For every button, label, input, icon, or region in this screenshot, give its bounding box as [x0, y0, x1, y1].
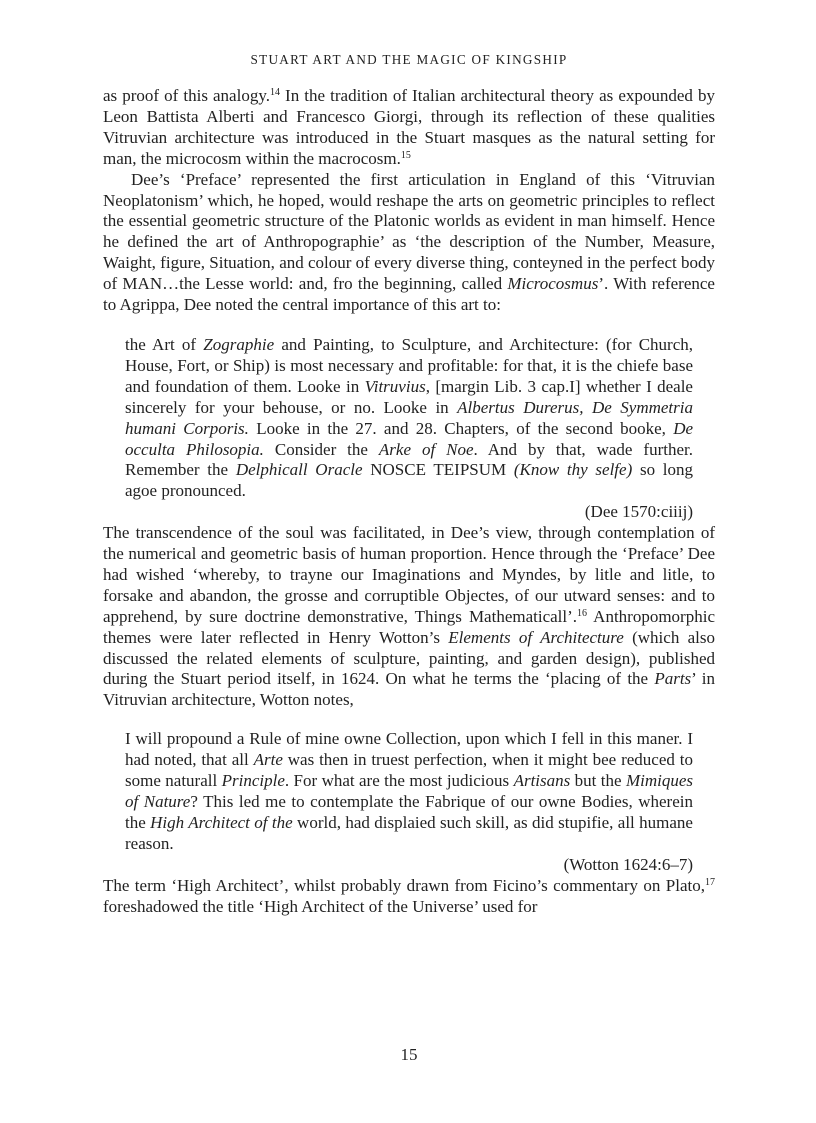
italic-term: Arke of Noe: [378, 439, 474, 459]
text-run: Consider the: [263, 439, 379, 459]
italic-term: Microcosmus: [507, 274, 599, 294]
text-run: Looke in the 27. and 28. Chapters, of the second booke,: [248, 418, 674, 438]
text-run: ’ in Vitruvian architecture, Wotton notes,: [103, 669, 716, 710]
italic-term: Vitruvius: [364, 376, 426, 396]
body-text: [103, 86, 715, 917]
text-run: and Painting, to Sculpture, and Architecture: (for Church, House, Fort, or Ship) is most necessary and profitable: for that, it is the chiefe base and foundation of them. Looke in: [125, 334, 693, 396]
footnote-ref-17[interactable]: 17: [705, 876, 715, 888]
text-run: ? This led me to contemplate the Fabrique of our owne Bodies, wherein the: [125, 792, 693, 832]
paragraph-1: [103, 86, 715, 170]
italic-term: Albertus Durerus, De Symmetria humani Corporis.: [125, 397, 693, 438]
italic-term: Mimiques of Nature: [125, 771, 694, 811]
text-run: as proof of this analogy.: [103, 86, 270, 105]
italic-term: Principle: [221, 771, 285, 791]
text-run: In the tradition of Italian architectural theory as expounded by Leon Battista Alberti and Francesco Giorgi, through its reflection of these qualities Vitruvian architecture was introduced in the Stuart masques as the natural setting for man, the microcosm within the macrocosm.: [103, 86, 715, 168]
paragraph-4: [103, 876, 715, 918]
text-run: The transcendence of the soul was facilitated, in Dee’s view, through contemplation of the numerical and geometric basis of human proportion. Hence through the ‘Preface’ Dee had wished ‘whereby, to trayne our Imaginations and Myndes, by litle and litle, to forsake and abandon, the grosse and corruptible Objectes, of our utward senses: and to apprehend, by sure doctrine demonstrative, Things Mathematicall’.: [103, 523, 715, 626]
text-run: . And by that, wade further. Remember the: [125, 439, 693, 480]
italic-term: Delphicall Oracle: [235, 460, 363, 480]
block-quote-wotton: [125, 729, 693, 875]
italic-term: Elements of Architecture: [448, 627, 624, 647]
text-run: Dee’s ‘Preface’ represented the first articulation in England of this ‘Vitruvian Neoplatonism’ which, he hoped, would reshape the arts on geometric principles to reflect the essential geometric structure of the Platonic worlds as evident in man himself. Hence he defined the art of Anthropographie’ as ‘the description of the Number, Measure, Waight, figure, Situation, and colour of every diverse thing, conteyned in the perfect body of MAN…the Lesse world: and, fro the beginning, called: [103, 169, 715, 294]
italic-term: De occulta Philosopia.: [125, 418, 694, 459]
text-run: (which also discussed the related elements of sculpture, painting, and garden design), published during the Stuart period itself, in 1624. On what he terms the ‘placing of the: [103, 627, 715, 689]
text-run: The term ‘High Architect’, whilst probably drawn from Ficino’s commentary on Plato,: [103, 875, 705, 895]
text-run: but the: [570, 771, 626, 791]
italic-term: (Know thy selfe): [513, 460, 633, 480]
text-run: was then in truest perfection, when it might bee reduced to some naturall: [125, 750, 693, 791]
text-run: world, had displaied such skill, as did stupifie, all humane reason.: [125, 812, 693, 853]
text-run: I will propound a Rule of mine owne Collection, upon which I fell in this maner. I had noted, that all: [125, 729, 693, 770]
running-head: STUART ART AND THE MAGIC OF KINGSHIP: [250, 52, 568, 67]
text-run: foreshadowed the title ‘High Architect of the Universe’ used for: [103, 896, 538, 916]
text-run: . For what are the most judicious: [284, 771, 514, 791]
italic-term: High Architect of the: [150, 812, 293, 832]
text-run: NOSCE TEIPSUM: [362, 460, 514, 480]
text-run: ’. With reference to Agrippa, Dee noted the central importance of this art to:: [103, 274, 715, 315]
italic-term: Arte: [253, 750, 283, 770]
paragraph-2: [103, 170, 715, 316]
quote-citation: (Wotton 1624:6–7): [563, 854, 693, 874]
footnote-ref-15[interactable]: 15: [400, 149, 411, 161]
italic-term: Zographie: [203, 334, 275, 354]
italic-term: Parts: [654, 669, 692, 689]
text-run: Anthropomorphic themes were later reflected in Henry Wotton’s: [103, 606, 715, 647]
italic-term: Artisans: [513, 771, 571, 791]
footnote-ref-14[interactable]: 14: [269, 87, 280, 98]
text-run: , [margin Lib. 3 cap.I] whether I deale sincerely for your behouse, or no. Looke in: [125, 376, 693, 417]
text-run: the Art of: [125, 334, 204, 354]
page-number: 15: [400, 1045, 418, 1064]
text-run: so long agoe pronounced.: [125, 460, 694, 501]
quote-citation: (Dee 1570:ciiij): [584, 502, 693, 522]
block-quote-dee: [125, 335, 693, 523]
paragraph-3: [103, 523, 715, 711]
footnote-ref-16[interactable]: 16: [577, 607, 588, 619]
